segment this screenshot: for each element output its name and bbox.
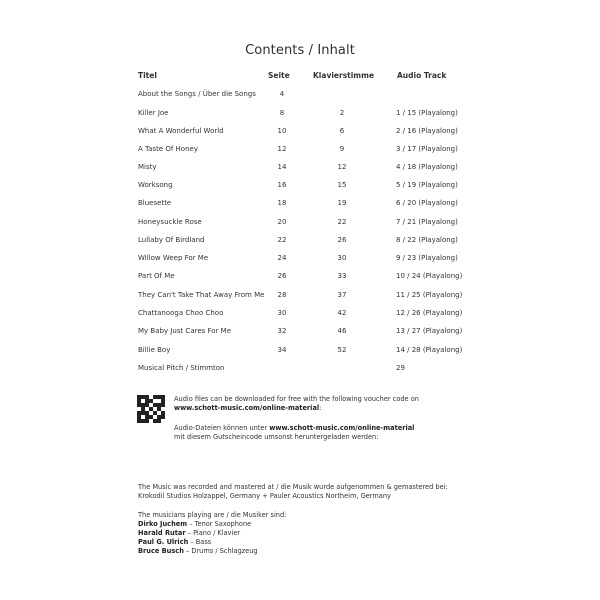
row-page: 22 [277,236,287,244]
row-page: 26 [277,272,287,280]
row-title: What A Wonderful World [138,127,224,135]
row-title: They Can't Take That Away From Me [138,291,265,299]
table-row [0,346,600,357]
row-title: Misty [138,163,157,171]
row-page: 14 [277,163,287,171]
musician-role: – Tenor Saxophone [187,520,252,528]
download-de-text: Audio-Dateien können unter [174,424,270,432]
row-page: 20 [277,218,287,226]
table-row [0,309,600,320]
table-row [0,254,600,265]
row-audio: 7 / 21 (Playalong) [396,218,458,226]
row-page: 18 [277,199,287,207]
page-title: Contents / Inhalt [245,43,355,58]
musician-name: Harald Rutar [138,529,186,537]
row-audio: 4 / 18 (Playalong) [396,163,458,171]
table-row [0,291,600,302]
row-title: Honeysuckle Rose [138,218,202,226]
download-note-de [174,424,414,442]
row-piano: 42 [337,309,347,317]
download-de-url: www.schott-music.com/online-material [269,424,415,432]
row-piano: 52 [337,346,347,354]
download-de-text-2: mit diesem Gutscheincode umsonst heruntergeladen werden: [174,433,379,441]
row-audio: 10 / 24 (Playalong) [396,272,463,280]
row-audio: 8 / 22 (Playalong) [396,236,458,244]
row-piano: 15 [337,181,347,189]
row-piano: 2 [339,109,345,117]
table-row [0,90,600,101]
recording-credits [138,483,448,501]
row-title: Part Of Me [138,272,175,280]
row-piano: 33 [337,272,347,280]
table-row [0,272,600,283]
row-title: Chattanooga Choo Choo [138,309,224,317]
row-page: 12 [277,145,287,153]
row-page: 28 [277,291,287,299]
row-title: Musical Pitch / Stimmton [138,364,225,372]
download-note-en [174,395,419,413]
row-page: 34 [277,346,287,354]
row-title: Worksong [138,181,173,189]
column-header-title: Titel [138,71,157,80]
table-row [0,181,600,192]
row-audio: 2 / 16 (Playalong) [396,127,458,135]
row-page: 32 [277,327,287,335]
download-en-url: www.schott-music.com/online-material [174,404,320,412]
row-title: My Baby Just Cares For Me [138,327,232,335]
row-audio: 29 [396,364,405,372]
row-piano: 12 [337,163,347,171]
column-header-audio: Audio Track [397,71,447,80]
table-row [0,199,600,210]
musician-name: Bruce Busch [138,547,184,555]
row-piano: 22 [337,218,347,226]
row-page: 30 [277,309,287,317]
row-title: About the Songs / Über die Songs [138,90,256,98]
row-title: Billie Boy [138,346,171,354]
row-audio: 11 / 25 (Playalong) [396,291,463,299]
row-audio: 9 / 23 (Playalong) [396,254,458,262]
row-audio: 6 / 20 (Playalong) [396,199,458,207]
row-audio: 12 / 26 (Playalong) [396,309,463,317]
table-row [0,327,600,338]
recorded-line-2: Krokodil Studios Holzappel, Germany + Pauler Acoustics Northeim, Germany [138,492,391,500]
row-audio: 5 / 19 (Playalong) [396,181,458,189]
musicians-credits [138,511,286,556]
table-row [0,127,600,138]
table-row [0,145,600,156]
row-piano: 37 [337,291,347,299]
row-page: 8 [279,109,285,117]
row-title: A Taste Of Honey [138,145,198,153]
row-piano: 19 [337,199,347,207]
table-row [0,109,600,120]
row-page: 10 [277,127,287,135]
row-piano: 6 [339,127,345,135]
row-audio: 13 / 27 (Playalong) [396,327,463,335]
row-audio: 14 / 28 (Playalong) [396,346,463,354]
musician-role: – Piano / Klavier [185,529,241,537]
column-header-piano: Klavierstimme [313,71,375,80]
row-page: 24 [277,254,287,262]
musician-name: Dirko Juchem [138,520,188,528]
row-title: Bluesette [138,199,172,207]
row-audio: 1 / 15 (Playalong) [396,109,458,117]
download-en-colon: : [319,404,322,412]
row-title: Lullaby Of Birdland [138,236,205,244]
row-piano: 30 [337,254,347,262]
row-page: 16 [277,181,287,189]
musician-role: – Drums / Schlagzeug [183,547,258,555]
row-title: Willow Weep For Me [138,254,209,262]
recorded-line-1: The Music was recorded and mastered at / die Musik wurde aufgenommen & gemastered bei: [138,483,448,491]
row-page: 4 [279,90,285,98]
row-piano: 26 [337,236,347,244]
row-title: Killer Joe [138,109,169,117]
table-row [0,364,600,375]
table-row [0,163,600,174]
qr-code-icon [137,395,165,423]
download-en-text: Audio files can be downloaded for free with the following voucher code on [174,395,419,403]
row-audio: 3 / 17 (Playalong) [396,145,458,153]
row-piano: 46 [337,327,347,335]
row-piano: 9 [339,145,345,153]
table-row [0,218,600,229]
musician-role: – Bass [188,538,212,546]
table-row [0,236,600,247]
column-header-page: Seite [268,71,290,80]
musicians-intro: The musicians playing are / die Musiker sind: [138,511,287,519]
musician-name: Paul G. Ulrich [138,538,189,546]
